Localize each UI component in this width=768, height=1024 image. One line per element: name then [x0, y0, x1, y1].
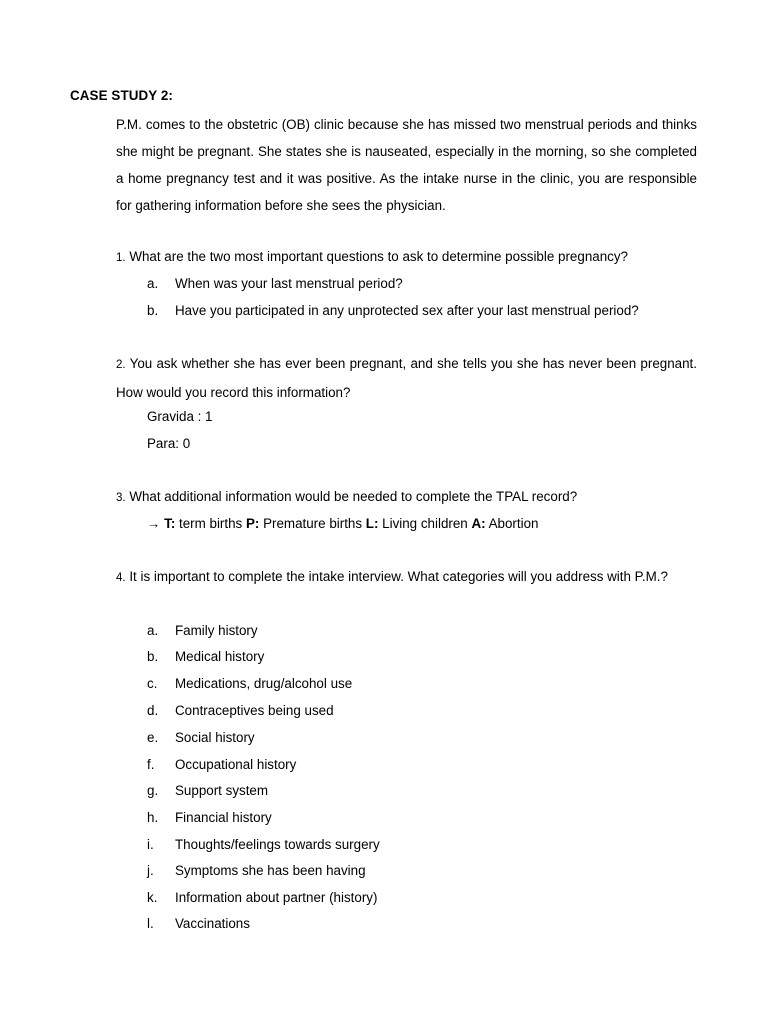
answer-item: When was your last menstrual period? [175, 276, 403, 291]
tpal-key-p: P: [245, 516, 260, 531]
question-number: 3. [116, 492, 126, 504]
question-number: 1. [116, 252, 126, 264]
question-number: 4. [116, 572, 126, 584]
category-item: Medical history [175, 649, 265, 664]
tpal-key-t: T: [164, 516, 176, 531]
tpal-value-a: Abortion [485, 516, 539, 531]
category-letter: f. [147, 757, 155, 772]
case-study-heading: CASE STUDY 2: [70, 88, 173, 103]
category-item: Social history [175, 730, 255, 745]
category-item: Information about partner (history) [175, 890, 378, 905]
category-letter: e. [147, 730, 159, 745]
category-item: Occupational history [175, 757, 297, 772]
category-letter: h. [147, 810, 159, 825]
answer-letter: a. [147, 276, 159, 291]
category-item: Symptoms she has been having [175, 863, 366, 878]
tpal-value-t: term births [175, 516, 246, 531]
category-letter: c. [147, 676, 158, 691]
category-letter: b. [147, 649, 159, 664]
question-4 [116, 563, 697, 592]
category-letter: j. [147, 863, 154, 878]
answer-item: Have you participated in any unprotected sex after your last menstrual period? [175, 303, 639, 318]
para-answer: Para: 0 [147, 436, 191, 451]
category-letter: d. [147, 703, 159, 718]
category-item: Support system [175, 783, 269, 798]
tpal-value-l: Living children [378, 516, 472, 531]
question-text: What are the two most important questions to ask to determine possible pregnancy? [125, 249, 629, 264]
category-letter: k. [147, 890, 158, 905]
question-3 [116, 483, 697, 512]
tpal-value-p: Premature births [259, 516, 366, 531]
tpal-key-l: L: [365, 516, 379, 531]
category-item: Financial history [175, 810, 272, 825]
category-item: Contraceptives being used [175, 703, 334, 718]
question-text: It is important to complete the intake interview. What categories will you address with P.M.? [125, 569, 668, 584]
category-letter: g. [147, 783, 159, 798]
question-text: You ask whether she has ever been pregnant, and she tells you she has never been pregnant. How would you record this information? [116, 356, 697, 400]
category-letter: a. [147, 623, 159, 638]
tpal-key-a: A: [471, 516, 486, 531]
category-letter: l. [147, 916, 154, 931]
category-item: Medications, drug/alcohol use [175, 676, 353, 691]
category-item: Family history [175, 623, 258, 638]
question-number: 2. [116, 359, 126, 371]
answer-letter: b. [147, 303, 159, 318]
tpal-answer [147, 510, 538, 537]
category-letter: i. [147, 837, 154, 852]
case-intro-paragraph: P.M. comes to the obstetric (OB) clinic because she has missed two menstrual periods and thinks she might be pregnant. She states she is nauseated, especially in the morning, so she completed a home pregnancy test and it was positive. As the intake nurse in the clinic, you are responsible for gathering information before she sees the physician. [116, 117, 697, 213]
question-text: What additional information would be needed to complete the TPAL record? [125, 489, 578, 504]
gravida-answer: Gravida : 1 [147, 409, 213, 424]
category-item: Thoughts/feelings towards surgery [175, 837, 380, 852]
question-1 [116, 243, 697, 272]
arrow-icon: → [147, 516, 161, 531]
question-2 [116, 350, 697, 406]
category-item: Vaccinations [175, 916, 250, 931]
